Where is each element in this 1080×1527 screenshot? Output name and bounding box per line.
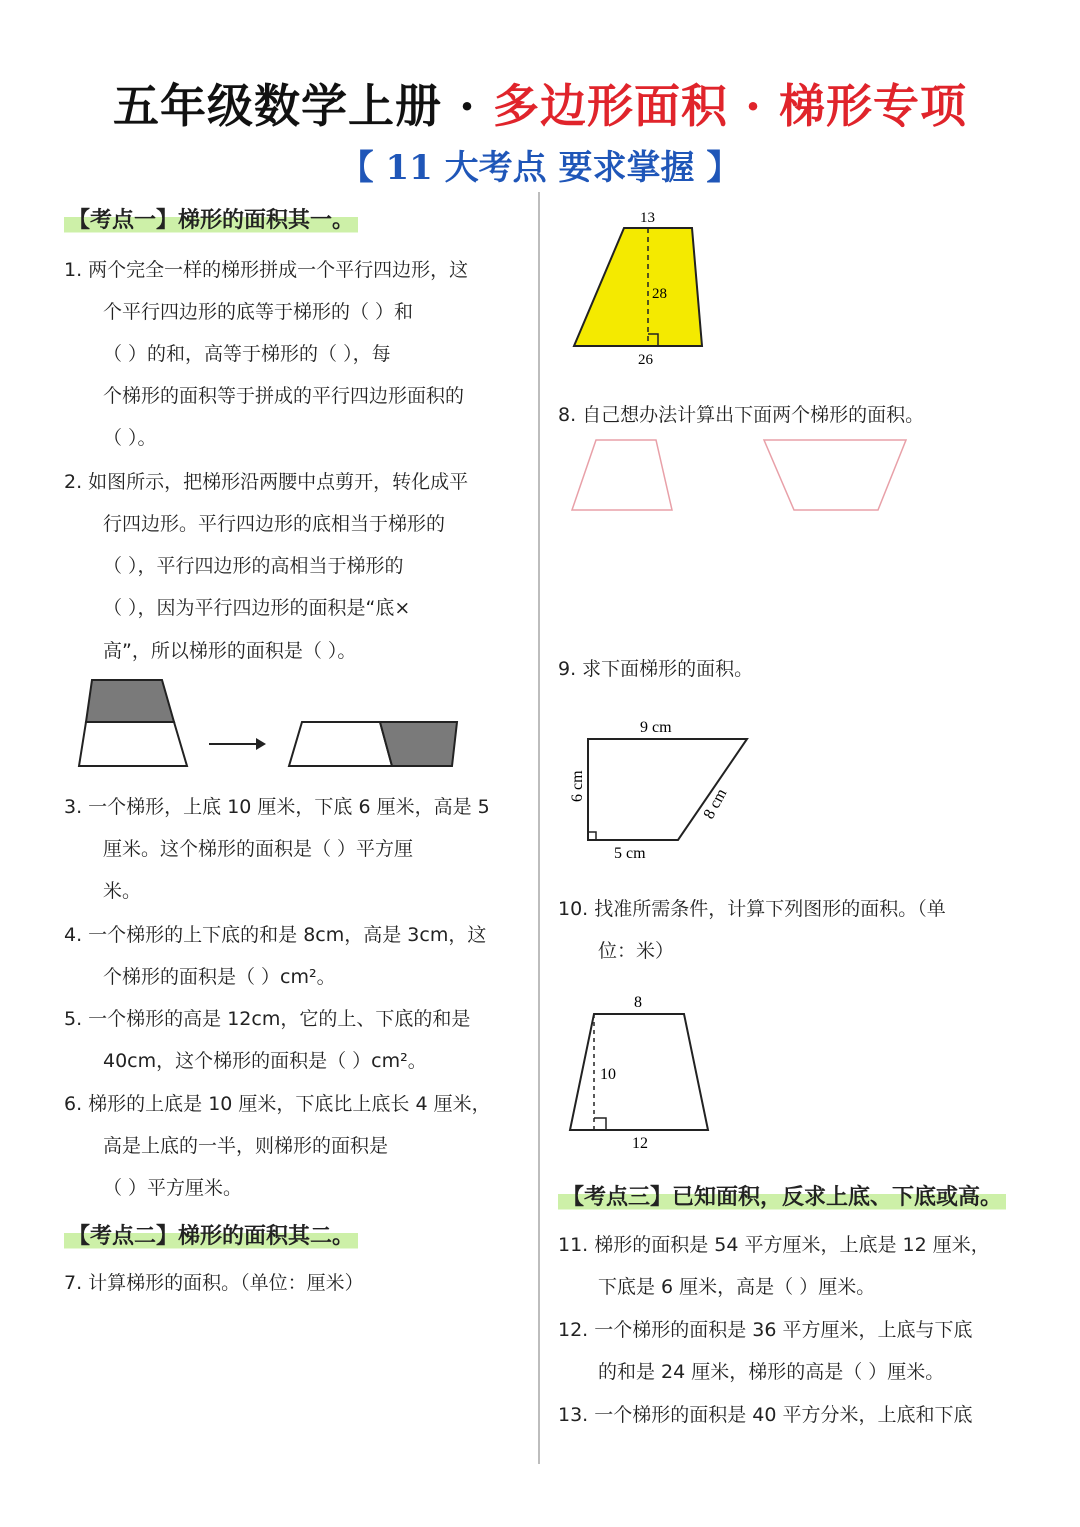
question-6-line-2: 高是上底的一半，则梯形的面积是 (103, 1135, 389, 1157)
figure-q10-trapezoid (562, 990, 722, 1155)
page-title (0, 70, 1080, 136)
q10-label-bottom: 12 (632, 1135, 648, 1152)
figure-q8-two-trapezoids (566, 432, 916, 522)
question-1-line-4: 个梯形的面积等于拼成的平行四边形面积的 (103, 385, 465, 407)
question-2-line-4: （ ），因为平行四边形的面积是“底× (103, 597, 411, 619)
question-10-line-2: 位：米） (598, 940, 675, 962)
question-13-line-1: 13. 一个梯形的面积是 40 平方分米，上底和下底 (558, 1404, 973, 1426)
question-6-line-1: 6. 梯形的上底是 10 厘米，下底比上底长 4 厘米， (64, 1093, 491, 1115)
question-11-line-1: 11. 梯形的面积是 54 平方厘米，上底是 12 厘米， (558, 1234, 990, 1256)
trapezoid-top-half-shaded (86, 680, 174, 722)
question-7-line-1: 7. 计算梯形的面积。（单位：厘米） (64, 1272, 364, 1294)
question-10-line-1: 10. 找准所需条件，计算下列图形的面积。（单 (558, 898, 946, 920)
figure-q9-right-trapezoid (560, 712, 760, 867)
question-2-line-5: 高”，所以梯形的面积是（ ）。 (103, 640, 357, 662)
question-5-line-2: 40cm，这个梯形的面积是（ ）cm²。 (103, 1050, 427, 1072)
q9-label-top: 9 cm (640, 719, 672, 736)
label-top-base: 13 (640, 210, 655, 226)
q10-label-height: 10 (600, 1066, 616, 1083)
q9-trapezoid-shape (588, 739, 747, 840)
section-heading-1: 【考点一】梯形的面积其一。 (64, 203, 358, 234)
column-divider (538, 192, 540, 1464)
question-9-line-1: 9. 求下面梯形的面积。 (558, 658, 754, 680)
parallelogram-left-part (289, 722, 392, 766)
question-6-line-3: （ ）平方厘米。 (103, 1177, 243, 1199)
q9-label-slant: 8 cm (700, 786, 731, 822)
q10-label-top: 8 (634, 994, 642, 1011)
q9-right-angle-mark (588, 832, 596, 840)
q8-trapezoid-right (764, 440, 906, 510)
question-11-line-2: 下底是 6 厘米，高是（ ）厘米。 (598, 1276, 876, 1298)
question-2-line-2: 行四边形。平行四边形的底相当于梯形的 (103, 513, 446, 535)
label-height: 28 (652, 286, 667, 302)
question-2-line-1: 2. 如图所示，把梯形沿两腰中点剪开，转化成平 (64, 471, 469, 493)
title-topic: 多边形面积 · 梯形专项 (493, 79, 968, 133)
question-8-line-1: 8. 自己想办法计算出下面两个梯形的面积。 (558, 404, 925, 426)
question-1-line-1: 1. 两个完全一样的梯形拼成一个平行四边形，这 (64, 259, 469, 281)
question-4-line-1: 4. 一个梯形的上下底的和是 8cm，高是 3cm，这 (64, 924, 487, 946)
question-12-line-2: 的和是 24 厘米，梯形的高是（ ）厘米。 (598, 1361, 945, 1383)
q10-right-angle-mark (594, 1118, 606, 1130)
section-heading-3: 【考点三】已知面积，反求上底、下底或高。 (558, 1180, 1006, 1211)
figure-q7-yellow-trapezoid (566, 204, 716, 372)
question-4-line-2: 个梯形的面积是（ ）cm²。 (103, 966, 336, 988)
label-bottom-base: 26 (638, 352, 653, 368)
figure-q2-trapezoid-transform (74, 672, 474, 772)
q8-trapezoid-left (572, 440, 672, 510)
question-1-line-2: 个平行四边形的底等于梯形的（ ）和 (103, 301, 414, 323)
title-grade: 五年级数学上册 · (112, 79, 493, 133)
section-heading-2: 【考点二】梯形的面积其二。 (64, 1219, 358, 1250)
q9-label-left: 6 cm (569, 770, 586, 802)
q10-trapezoid-shape (570, 1014, 708, 1130)
q9-label-bottom: 5 cm (614, 845, 646, 862)
arrow-head-icon (256, 738, 266, 750)
question-1-line-3: （ ）的和，高等于梯形的（ ），每 (103, 343, 391, 365)
question-2-line-3: （ ），平行四边形的高相当于梯形的 (103, 555, 404, 577)
parallelogram-shaded-part (380, 722, 457, 766)
page-subtitle: 【 11 大考点 要求掌握 】 (339, 148, 741, 188)
question-3-line-1: 3. 一个梯形，上底 10 厘米，下底 6 厘米，高是 5 (64, 796, 490, 818)
question-3-line-3: 米。 (103, 880, 142, 902)
yellow-trapezoid-shape (574, 228, 702, 346)
question-1-line-5: （ ）。 (103, 427, 157, 449)
question-12-line-1: 12. 一个梯形的面积是 36 平方厘米，上底与下底 (558, 1319, 973, 1341)
question-5-line-1: 5. 一个梯形的高是 12cm，它的上、下底的和是 (64, 1008, 471, 1030)
trapezoid-bottom-half (79, 722, 187, 766)
question-3-line-2: 厘米。这个梯形的面积是（ ）平方厘 (103, 838, 414, 860)
